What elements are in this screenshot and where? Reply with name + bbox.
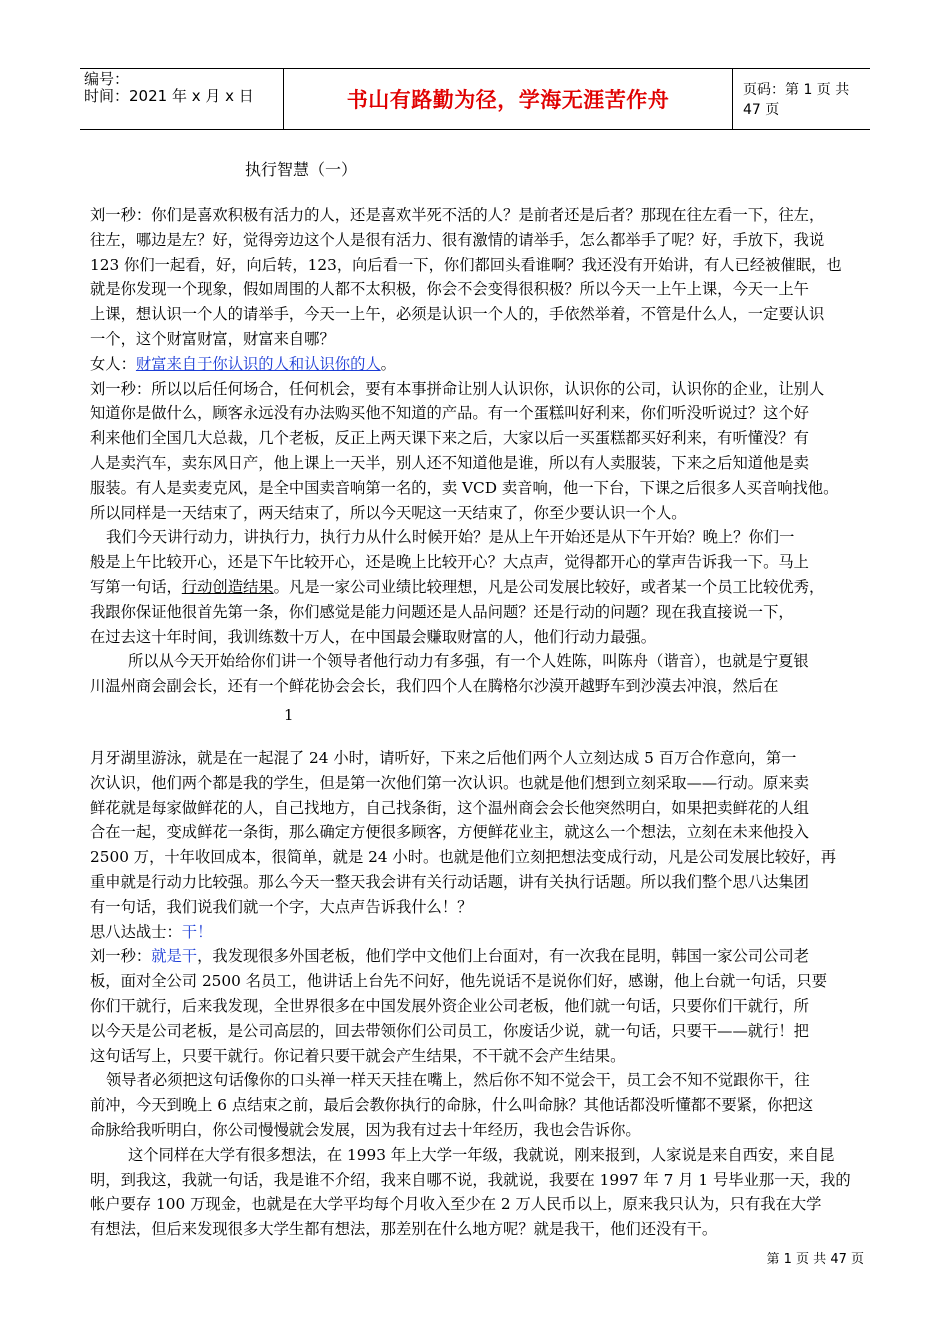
text-line: 这个同样在大学有很多想法，在 1993 年上大学一年级，我就说，刚来报到，人家说是来自西安，来自昆	[128, 1145, 835, 1164]
document-date: 时间：2021 年 x 月 x 日	[84, 87, 254, 105]
text-line: 在过去这十年时间，我训练数十万人，在中国最会赚取财富的人，他们行动力最强。	[90, 627, 656, 646]
text-line: 123 你们一起看，好，向后转，123，向后看一下，你们都回头看谁啊？我还没有开始讲，有人已经被催眠，也	[90, 255, 842, 274]
document-title: 执行智慧（一）	[245, 160, 358, 179]
text-line: 次认识，他们两个都是我的学生，但是第一次他们第一次认识。也就是他们想到立刻采取——行动。原来卖	[90, 773, 809, 792]
text-line: 上课，想认识一个人的请举手，今天一上午，必须是认识一个人的，手依然举着，不管是什么人，一定要认识	[90, 305, 825, 324]
text-line: 般是上午比较开心，还是下午比较开心，还是晚上比较开心？大点声，觉得都开心的掌声告诉我一下。马上	[90, 553, 809, 572]
header-page-indicator: 页码：第 1 页 共 47 页	[743, 82, 850, 118]
text-line: 鲜花就是每家做鲜花的人，自己找地方，自己找条街，这个温州商会会长他突然明白，如果把卖鲜花的人组	[90, 798, 809, 817]
text-line	[90, 920, 865, 945]
text-line: 命脉给我听明白，你公司慢慢就会发展，因为我有过去十年经历，我也会告诉你。	[90, 1120, 641, 1139]
text-line: 我跟你保证他很首先第一条，你们感觉是能力问题还是人品问题？还是行动的问题？现在我直接说一下，	[90, 602, 794, 621]
text-line: 服装。有人是卖麦克风，是全中国卖音响第一名的，卖 VCD 卖音响，他一下台，下课之后很多人买音响找他。	[90, 478, 839, 497]
text-block-1	[90, 203, 865, 699]
text-line: 帐户要存 100 万现金，也就是在大学平均每个月收入至少在 2 万人民币以上，原来我只认为，只有我在大学	[90, 1195, 822, 1214]
text-line: 板，面对全公司 2500 名员工，他讲话上台先不问好，他先说话不是说你们好，感谢，他上台就一句话，只要	[90, 972, 828, 991]
text-line: 写第一句话，行动创造结果。凡是一家公司业绩比较理想，凡是公司发展比较好，或者某一个员工比较优秀，	[90, 577, 825, 596]
text-line: 刘一秒：所以以后任何场合，任何机会，要有本事拼命让别人认识你，认识你的公司，认识你的企业，让别人	[90, 379, 825, 398]
text-line: 利来他们全国几大总裁，几个老板，反正上两天课下来之后，大家以后一买蛋糕都买好利来，有听懂没？有	[90, 429, 809, 448]
page-footer: 第 1 页 共 47 页	[766, 1252, 864, 1267]
hyperlink-text[interactable]: 财富来自于你认识的人和认识你的人	[135, 354, 381, 373]
text-line: 合在一起，变成鲜花一条街，那么确定方便很多顾客，方便鲜花业主，就这么一个想法，立刻在未来他投入	[90, 823, 809, 842]
text-line: 就是你发现一个现象，假如周围的人都不太积极，你会不会变得很积极？所以今天一上午上课，今天一上午	[90, 280, 809, 299]
text-line: 这句话写上，只要干就行。你记着只要干就会产生结果，不干就不会产生结果。	[90, 1046, 626, 1065]
text-line: 川温州商会副会长，还有一个鲜花协会会长，我们四个人在腾格尔沙漠开越野车到沙漠去冲浪，然后在	[90, 677, 779, 696]
speaker-label: 刘一秒：	[90, 947, 152, 966]
text-line: 女人：财富来自于你认识的人和认识你的人。	[90, 354, 396, 373]
header-motto: 书山有路勤为径，学海无涯苦作舟	[346, 88, 670, 112]
highlighted-reply: 干！	[181, 922, 213, 941]
speaker-label: 女人：	[90, 354, 136, 373]
text-line: 刘一秒：就是干，我发现很多外国老板，他们学中文他们上台面对，有一次我在昆明，韩国一家公司公司老	[90, 947, 809, 966]
text-line: 我们今天讲行动力，讲执行力，执行力从什么时候开始？是从上午开始还是从下午开始？晚上？你们一	[106, 528, 795, 547]
underlined-phrase: 行动创造结果	[181, 577, 274, 596]
text-line: 有一句话，我们说我们就一个字，大点声告诉我什么！？	[90, 897, 473, 916]
text-line: 有想法，但后来发现很多大学生都有想法，那差别在什么地方呢？就是我干，他们还没有干。	[90, 1220, 718, 1239]
text-block-2	[90, 746, 865, 1242]
text-line: 知道你是做什么，顾客永远没有办法购买他不知道的产品。有一个蛋糕叫好利来，你们听没听说过？这个好	[90, 404, 809, 423]
speaker-label: 思八达战士：	[90, 922, 182, 941]
text-line: 所以从今天开始给你们讲一个领导者他行动力有多强，有一个人姓陈，叫陈舟（谐音），也就是宁夏银	[128, 652, 809, 671]
header-info	[80, 69, 283, 129]
text-line: 刘一秒：你们是喜欢积极有活力的人，还是喜欢半死不活的人？是前者还是后者？那现在往左看一下，往左，	[90, 206, 825, 224]
page-header	[80, 68, 870, 130]
page-number: 1	[284, 706, 294, 724]
text-line: 人是卖汽车，卖东风日产，他上课上一天半，别人还不知道他是谁，所以有人卖服装，下来之后知道他是卖	[90, 453, 809, 472]
text-line: 以今天是公司老板，是公司高层的，回去带领你们公司员工，你废话少说，就一句话，只要干——就行！把	[90, 1021, 809, 1040]
highlighted-reply: 就是干	[151, 947, 198, 966]
text-line: 你们干就行，后来我发现，全世界很多在中国发展外资企业公司老板，他们就一句话，只要你们干就行，所	[90, 996, 809, 1015]
text-line: 所以同样是一天结束了，两天结束了，所以今天呢这一天结束了，你至少要认识一个人。	[90, 503, 687, 522]
text-line: 月牙湖里游泳，就是在一起混了 24 小时，请听好，下来之后他们两个人立刻达成 5 百万合作意向，第一	[90, 749, 797, 767]
text-line: 前冲，今天到晚上 6 点结束之前，最后会教你执行的命脉，什么叫命脉？其他话都没听懂都不要紧，你把这	[90, 1096, 814, 1115]
text-line: 重申就是行动力比较强。那么今天一整天我会讲有关行动话题，讲有关执行话题。所以我们整个思八达集团	[90, 872, 809, 891]
text-line: 明，到我这，我就一句话，我是谁不介绍，我来自哪不说，我就说，我要在 1997 年 7 月 1 号毕业那一天，我的	[90, 1170, 851, 1189]
text-line: 一个，这个财富财富，财富来自哪？	[90, 329, 335, 348]
document-number: 编号：	[84, 70, 130, 88]
text-line: 往左，哪边是左？好，觉得旁边这个人是很有活力、很有激情的请举手，怎么都举手了呢？好，手放下，我说	[90, 230, 825, 249]
header-motto-cell	[283, 69, 733, 129]
text-line: 2500 万，十年收回成本，很简单，就是 24 小时。也就是他们立刻把想法变成行动，凡是公司发展比较好，再	[90, 848, 837, 867]
text-line: 领导者必须把这句话像你的口头禅一样天天挂在嘴上，然后你不知不觉会干，员工会不知不觉跟你干，往	[106, 1071, 810, 1090]
